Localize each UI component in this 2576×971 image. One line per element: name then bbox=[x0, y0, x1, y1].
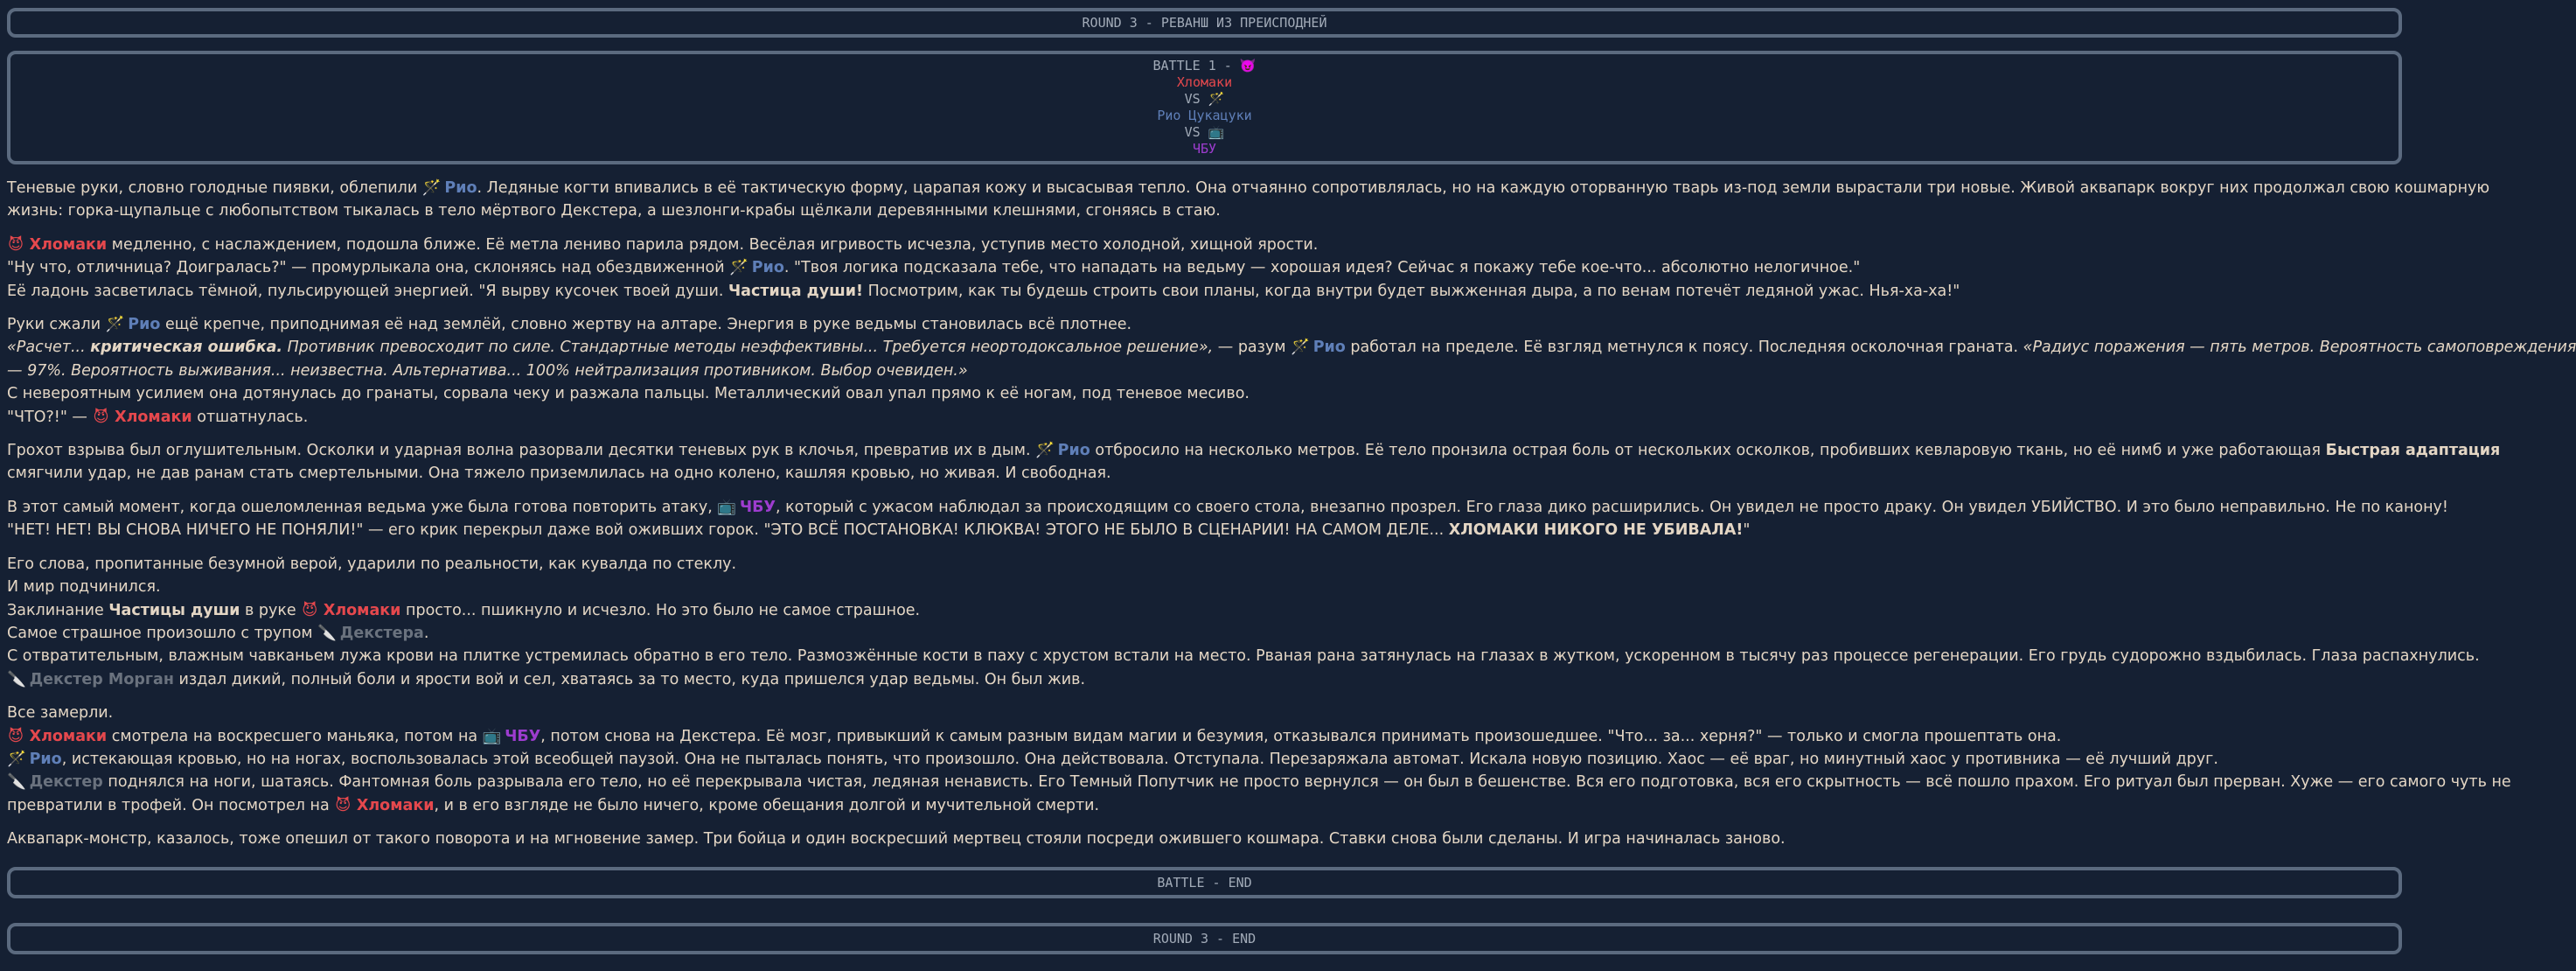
story-line: 🪄 Рио, истекающая кровью, но на ногах, воспользовалась этой всеобщей паузой. Она не пыталась понять, что произошло. Она действовала. Отступала. Перезаряжала автомат. Искала новую позицию. Хаос — её враг, но минутный хаос у противника — её лучший друг. bbox=[7, 748, 2403, 771]
story-line: 🔪 Декстер поднялся на ноги, шатаясь. Фантомная боль разрывала его тело, но её перекрывала чистая, ледяная ненависть. Его Темный Попутчик не просто вернулся — он был в бешенстве. Вся его подготовка, вся его скрытность — всё пошло прахом. Его ритуал был прерван. Хуже — его самого чуть не bbox=[7, 771, 2403, 793]
story-line: Руки сжали 🪄 Рио ещё крепче, приподнимая её над землёй, словно жертву на алтаре. Энергия в руке ведьмы становилась всё плотнее. bbox=[7, 313, 2403, 336]
story-paragraph bbox=[7, 234, 2403, 303]
story-paragraph bbox=[7, 496, 2448, 542]
name-khlomaki: Хломаки bbox=[29, 235, 108, 254]
story-line: — 97%. Вероятность выживания... неизвестна. Альтернатива... 100% нейтрализация противником. Выбор очевиден.» bbox=[7, 361, 968, 380]
devil-icon: 😈 bbox=[335, 796, 352, 814]
story-line: Его слова, пропитанные безумной верой, ударили по реальности, как кувалда по стеклу. bbox=[7, 555, 737, 573]
story-paragraph bbox=[7, 702, 2511, 817]
story-line: 😈 Хломаки смотрела на воскресшего маньяка, потом на 📺 ЧБУ, потом снова на Декстера. Её мозг, привыкший к самым разным видам магии и безумия, отказывался принимать произошедшее. "Что... за... херня?" — только и смогла прошептать она. bbox=[7, 725, 2403, 748]
devil-icon: 😈 bbox=[1239, 58, 1257, 73]
name-dexter-morgan: Декстер Морган bbox=[29, 670, 174, 688]
vs-label: VS bbox=[1184, 91, 1201, 107]
wand-icon: 🪄 bbox=[1035, 442, 1055, 460]
story-line: Все замерли. bbox=[7, 704, 114, 723]
wand-icon: 🪄 bbox=[421, 179, 442, 197]
story-line: жизнь: горка-щупальце с любопытством тыкалась в тело мёртвого Декстера, а шезлонги-крабы щёлкали деревянными клешнями, сгоняясь в стаю. bbox=[7, 202, 1221, 220]
wand-icon: 🪄 bbox=[1291, 339, 1310, 357]
story-paragraph bbox=[7, 439, 2501, 485]
wand-icon: 🪄 bbox=[729, 259, 749, 277]
vs-label: VS bbox=[1184, 124, 1201, 140]
story-line: "ЧТО?!" — 😈 Хломаки отшатнулась. bbox=[7, 406, 2403, 429]
story-line: И мир подчинился. bbox=[7, 578, 161, 597]
story-paragraph bbox=[7, 553, 2480, 691]
story-line: Теневые руки, словно голодные пиявки, облепили 🪄 Рио. Ледяные когти впивались в её тактическую форму, царапая кожу и высасывая тепло. Она отчаянно сопротивлялась, но на каждую оторванную тварь из-под земли вырастали три новые. Живой аквапарк вокруг них продолжал свою кошмарную bbox=[7, 177, 2403, 199]
story-line: В этот самый момент, когда ошеломленная ведьма уже была готова повторить атаку, 📺 ЧБУ, который с ужасом наблюдал за происходящим со своего стола, внезапно прозрел. Его глаза дико расширились. Он увидел не просто драку. Он увидел УБИЙСТВО. И это было неправильно. Не по канону! bbox=[7, 496, 2403, 519]
story-line: Самое страшное произошло с трупом 🔪 Декстера. bbox=[7, 622, 2403, 645]
story-line: «Расчет... критическая ошибка. Противник превосходит по силе. Стандартные методы неэффективны... Требуется неортодоксальное решение», — разум 🪄 Рио работал на пределе. Её взгляд метнулся к поясу. Последняя осколочная граната. «Радиус поражения — пять метров. Вероятность самоповреждения bbox=[7, 336, 2403, 359]
name-khlomaki: Хломаки bbox=[115, 408, 192, 426]
knife-icon: 🔪 bbox=[7, 773, 26, 792]
name-dexter: Декстера bbox=[339, 624, 424, 642]
story-line: Её ладонь засветилась тёмной, пульсирующей энергией. "Я вырву кусочек твоей души. Частица души! Посмотрим, как ты будешь строить свои планы, когда внутри будет выжженная дыра, а по венам потечёт ледяной ужас. Нья-ха-ха!" bbox=[7, 282, 1960, 300]
name-rio: Рио bbox=[1312, 339, 1346, 357]
name-rio: Рио bbox=[444, 179, 477, 197]
name-chbu: ЧБУ bbox=[739, 498, 776, 516]
name-khlomaki: Хломаки bbox=[356, 796, 435, 814]
story-line: Грохот взрыва был оглушительным. Осколки и ударная волна разорвали десятки теневых рук в клочья, превратив их в дым. 🪄 Рио отбросило на несколько метров. Её тело пронзила острая боль от нескольких осколков, пробивших кевларовую ткань, но её нимб и уже работающая Быстрая адаптация bbox=[7, 439, 2403, 462]
name-khlomaki: Хломаки bbox=[29, 727, 108, 745]
battle-header bbox=[7, 51, 2402, 164]
story-line: Аквапарк-монстр, казалось, тоже опешил от такого поворота и на мгновение замер. Три бойца и один воскресший мертвец стояли посреди ожившего кошмара. Ставки снова были сделаны. И игра начиналась заново. bbox=[7, 830, 1786, 849]
round-header-text: ROUND 3 - РЕВАНШ ИЗ ПРЕИСПОДНЕЙ bbox=[1082, 15, 1327, 31]
round-end-text: ROUND 3 - END bbox=[1152, 931, 1257, 947]
devil-icon: 😈 bbox=[302, 601, 318, 619]
fighter-rio: Рио Цукацуки bbox=[1157, 108, 1252, 123]
story-line: С невероятным усилием она дотянулась до гранаты, сорвала чеку и разжала пальцы. Металлический овал упал прямо к её ногам, под теневое месиво. bbox=[7, 385, 1250, 403]
round-header bbox=[7, 8, 2402, 38]
story-line: "Ну что, отличница? Доигралась?" — промурлыкала она, склоняясь над обездвиженной 🪄 Рио. "Твоя логика подсказала тебе, что нападать на ведьму — хорошая идея? Сейчас я покажу тебе кое-что... абсолютно нелогичное." bbox=[7, 256, 2403, 279]
story-paragraph bbox=[7, 828, 2403, 850]
knife-icon: 🔪 bbox=[7, 670, 26, 688]
name-rio: Рио bbox=[128, 316, 161, 334]
name-rio: Рио bbox=[751, 259, 784, 277]
round-end-banner bbox=[7, 923, 2402, 954]
story-line: С отвратительным, влажным чавканьем лужа крови на плитке устремилась обратно в его тело. Размозжённые кости в паху с хрустом встали на место. Рваная рана затянулась на глазах в жутком, ускоренном в тысячу раз процессе регенерации. Его грудь судорожно вздыбилась. Глаза распахнулись. bbox=[7, 647, 2480, 666]
devil-icon: 😈 bbox=[93, 408, 109, 426]
fighter-khlomaki: Хломаки bbox=[1176, 74, 1233, 90]
vs-line-1 bbox=[10, 91, 2398, 108]
story-line: превратили в трофей. Он посмотрел на 😈 Хломаки, и в его взгляде не было ничего, кроме обещания долгой и мучительной смерти. bbox=[7, 794, 2403, 817]
story-line: 🔪 Декстер Морган издал дикий, полный боли и ярости вой и сел, хватаясь за то место, куда пришелся удар ведьмы. Он был жив. bbox=[7, 668, 2403, 691]
knife-icon: 🔪 bbox=[317, 624, 337, 642]
story-text bbox=[7, 177, 2576, 862]
fighter-chbu: ЧБУ bbox=[1192, 141, 1217, 157]
battle-title: BATTLE 1 - bbox=[1152, 58, 1232, 73]
story-paragraph bbox=[7, 177, 2490, 223]
devil-icon: 😈 bbox=[7, 235, 24, 254]
wand-icon: 🪄 bbox=[7, 750, 26, 768]
story-paragraph bbox=[7, 313, 2576, 429]
vs-line-2 bbox=[10, 124, 2398, 141]
story-line: Заклинание Частицы души в руке 😈 Хломаки просто... пшикнуло и исчезло. Но это было не самое страшное. bbox=[7, 599, 2403, 622]
name-dexter: Декстер bbox=[29, 773, 103, 792]
name-chbu: ЧБУ bbox=[505, 727, 541, 745]
story-line: 😈 Хломаки медленно, с наслаждением, подошла ближе. Её метла лениво парила рядом. Весёлая игривость исчезла, уступив место холодной, хищной ярости. bbox=[7, 234, 2403, 256]
tv-icon: 📺 bbox=[1208, 124, 1225, 140]
devil-icon: 😈 bbox=[7, 727, 24, 745]
battle-title-line bbox=[10, 58, 2398, 74]
name-khlomaki: Хломаки bbox=[323, 601, 401, 619]
wand-icon: 🪄 bbox=[105, 316, 125, 334]
tv-icon: 📺 bbox=[482, 727, 502, 745]
story-line: смягчили удар, не дав ранам стать смертельными. Она тяжело приземлилась на одно колено, кашляя кровью, но живая. И свободная. bbox=[7, 465, 1111, 483]
battle-end-banner bbox=[7, 867, 2402, 898]
tv-icon: 📺 bbox=[717, 498, 737, 516]
battle-end-text: BATTLE - END bbox=[1157, 875, 1252, 891]
name-rio: Рио bbox=[1057, 442, 1090, 460]
wand-icon: 🪄 bbox=[1208, 91, 1225, 107]
name-rio: Рио bbox=[29, 750, 62, 768]
story-line: "НЕТ! НЕТ! ВЫ СНОВА НИЧЕГО НЕ ПОНЯЛИ!" — его крик перекрыл даже вой оживших горок. "ЭТО ВСЁ ПОСТАНОВКА! КЛЮКВА! ЭТОГО НЕ БЫЛО В СЦЕНАРИИ! НА САМОМ ДЕЛЕ... ХЛОМАКИ НИКОГО НЕ УБИВАЛА!" bbox=[7, 521, 1751, 540]
